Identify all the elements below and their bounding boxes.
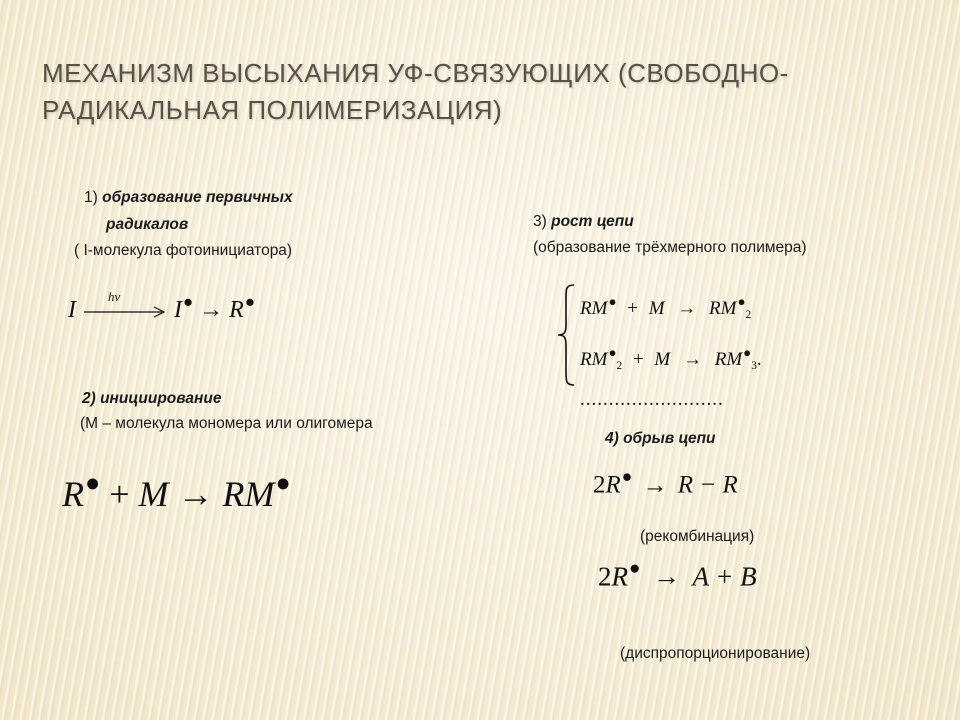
eq2-R: R xyxy=(62,474,84,515)
row2-plus: + xyxy=(632,348,644,370)
step1-heading xyxy=(84,186,384,210)
step1-equation xyxy=(68,289,255,324)
radical-dot-icon: ● xyxy=(183,292,194,311)
step1-note: ( I-молекула фотоинициатора) xyxy=(74,242,293,259)
row2-rhs-sub: 3 xyxy=(751,359,757,372)
eq4b-rhs: A + B xyxy=(692,561,757,592)
step3-row2 xyxy=(580,334,762,385)
step4-note2: (диспропорционирование) xyxy=(620,645,811,662)
step4-heading: 4) обрыв цепи xyxy=(605,430,716,447)
eq2-plus: + xyxy=(109,474,130,515)
radical-dot-icon: ● xyxy=(629,558,641,579)
eq4a-coef: 2 xyxy=(593,471,606,499)
step1-number: 1) xyxy=(84,189,98,206)
step4-equation2 xyxy=(598,558,757,592)
step4-note1: (рекомбинация) xyxy=(640,528,755,545)
arrow-icon: → xyxy=(677,297,697,319)
step3-number: 3) xyxy=(533,213,547,230)
radical-dot-icon: ● xyxy=(85,470,101,497)
step2-note: (М – молекула мономера или олигомера xyxy=(80,415,373,432)
arrow-icon: → xyxy=(682,348,702,370)
row2-end: . xyxy=(756,348,762,370)
long-arrow-icon xyxy=(82,303,168,321)
radical-dot-icon: ● xyxy=(275,470,291,497)
step3-rows xyxy=(580,283,762,411)
step3-heading-text: рост цепи xyxy=(551,213,634,230)
row1-monomer: M xyxy=(648,297,665,319)
step2-heading: 2) инициирование xyxy=(82,390,222,407)
eq2-M: M xyxy=(138,474,169,515)
step3-row1 xyxy=(580,283,762,334)
step3-heading xyxy=(533,210,634,234)
step1-heading-line2: радикалов xyxy=(106,216,189,233)
eq4b-coef: 2 xyxy=(598,561,612,592)
eq2-RM: RM xyxy=(222,474,275,515)
left-brace-icon xyxy=(556,283,578,387)
step3-note: (образование трёхмерного полимера) xyxy=(533,239,807,256)
step2-equation xyxy=(62,470,291,515)
row2-monomer: M xyxy=(654,348,671,370)
eq4a-rhs: R − R xyxy=(677,471,738,499)
arrow-icon: → xyxy=(653,561,681,592)
radical-dot-icon: ● xyxy=(743,344,752,360)
radical-dot-icon: ● xyxy=(621,466,633,486)
row1-rhs-sub: 2 xyxy=(745,308,752,321)
step1-heading-line1: образование первичных xyxy=(102,189,293,206)
row1-rhs: RM xyxy=(709,297,737,319)
row1-plus: + xyxy=(627,297,638,319)
step3-row3-dots: ......................... xyxy=(580,388,724,410)
eq1-I: I xyxy=(68,297,76,324)
row1-lhs: RM xyxy=(580,297,608,319)
photo-arrow xyxy=(82,289,168,324)
arrow-icon: → xyxy=(642,471,668,499)
row2-rhs: RM xyxy=(714,348,743,370)
arrow-icon: → xyxy=(199,297,224,324)
eq1-I-radical: I xyxy=(174,297,182,324)
row2-lhs: RM xyxy=(580,348,608,370)
hv-label: hν xyxy=(108,289,121,305)
page-title: МЕХАНИЗМ ВЫСЫХАНИЯ УФ-СВЯЗУЮЩИХ (СВОБОДНО-РАДИКАЛЬНАЯ ПОЛИМЕРИЗАЦИЯ) xyxy=(42,58,789,125)
radical-dot-icon: ● xyxy=(737,294,746,309)
eq4b-R: R xyxy=(611,561,628,592)
eq1-R: R xyxy=(229,297,244,324)
arrow-icon: → xyxy=(177,474,214,515)
row2-lhs-sub: 2 xyxy=(616,359,623,372)
radical-dot-icon: ● xyxy=(608,344,617,360)
eq4a-R: R xyxy=(605,471,621,499)
radical-dot-icon: ● xyxy=(608,294,617,309)
radical-dot-icon: ● xyxy=(244,292,255,311)
step4-equation1 xyxy=(593,466,738,500)
